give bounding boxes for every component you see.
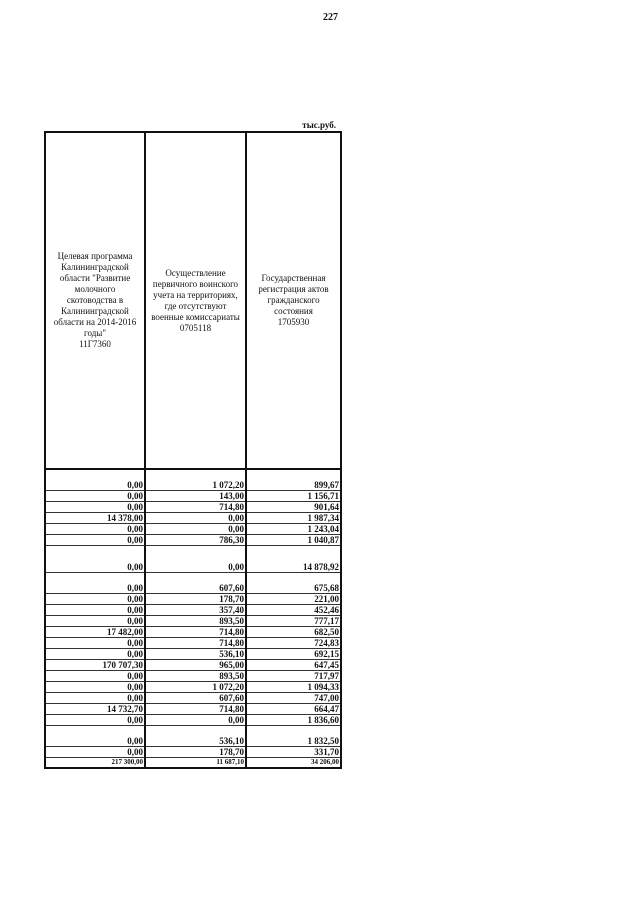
- table-row: 14 732,70 714,80 664,47: [45, 704, 341, 715]
- header-line: военные комиссариаты: [151, 311, 240, 322]
- table-row: 0,00 0,00 1 243,04: [45, 524, 341, 535]
- table-row: 0,00 0,00 14 878,92: [45, 546, 341, 573]
- header-line: области "Развитие: [59, 273, 131, 283]
- table-row: 0,00 893,50 777,17: [45, 616, 341, 627]
- header-military-registration: [145, 132, 246, 469]
- header-line: где отсутствуют: [164, 300, 227, 311]
- table-row: 0,00 1 072,20 1 094,33: [45, 682, 341, 693]
- totals-row: 217 300,00 11 687,10 34 206,00: [45, 758, 341, 769]
- header-line: скотоводства в: [66, 295, 124, 305]
- header-line: годы": [83, 328, 106, 338]
- header-line: молочного: [74, 284, 116, 294]
- budget-table: [44, 131, 342, 769]
- table-row: 14 378,00 0,00 1 987,34: [45, 513, 341, 524]
- table-row: 0,00 786,30 1 040,87: [45, 535, 341, 546]
- header-line: Калининградской: [61, 306, 129, 316]
- header-line: Осуществление: [165, 267, 226, 278]
- table-row: 170 707,30 965,00 647,45: [45, 660, 341, 671]
- header-line: 11Г7360: [79, 339, 111, 349]
- header-program-dairy: [45, 132, 145, 469]
- table-row: 0,00 0,00 1 836,60: [45, 715, 341, 726]
- header-line: Целевая программа: [57, 251, 133, 261]
- table-row: 0,00 178,70 221,00: [45, 594, 341, 605]
- header-civil-registration: [246, 132, 341, 469]
- table-row: 0,00 536,10 1 832,50: [45, 726, 341, 747]
- table-row: 0,00 1 072,20 899,67: [45, 469, 341, 491]
- header-line: состояния: [274, 306, 313, 316]
- header-line: 1705930: [277, 317, 310, 327]
- header-line: Калининградской: [61, 262, 129, 272]
- table-row: 0,00 178,70 331,70: [45, 747, 341, 758]
- header-line: области на 2014-2016: [53, 317, 137, 327]
- header-line: Государственная: [261, 273, 326, 283]
- page-number: 227: [323, 12, 338, 23]
- table-row: 0,00 607,60 747,00: [45, 693, 341, 704]
- table-row: 17 482,00 714,80 682,50: [45, 627, 341, 638]
- header-line: гражданского: [267, 295, 320, 305]
- header-line: регистрация актов: [258, 284, 329, 294]
- header-line: учета на территориях,: [153, 289, 238, 300]
- table-body: [45, 469, 341, 768]
- table-row: 0,00 357,40 452,46: [45, 605, 341, 616]
- table-row: 0,00 536,10 692,15: [45, 649, 341, 660]
- table-row: 0,00 607,60 675,68: [45, 573, 341, 594]
- header-row: [45, 132, 341, 469]
- header-line: 0705118: [179, 322, 212, 333]
- table-row: 0,00 893,50 717,97: [45, 671, 341, 682]
- table-row: 0,00 714,80 724,83: [45, 638, 341, 649]
- table-row: 0,00 143,00 1 156,71: [45, 491, 341, 502]
- table-row: 0,00 714,80 901,64: [45, 502, 341, 513]
- header-line: первичного воинского: [152, 278, 239, 289]
- units-label: тыс.руб.: [302, 120, 336, 130]
